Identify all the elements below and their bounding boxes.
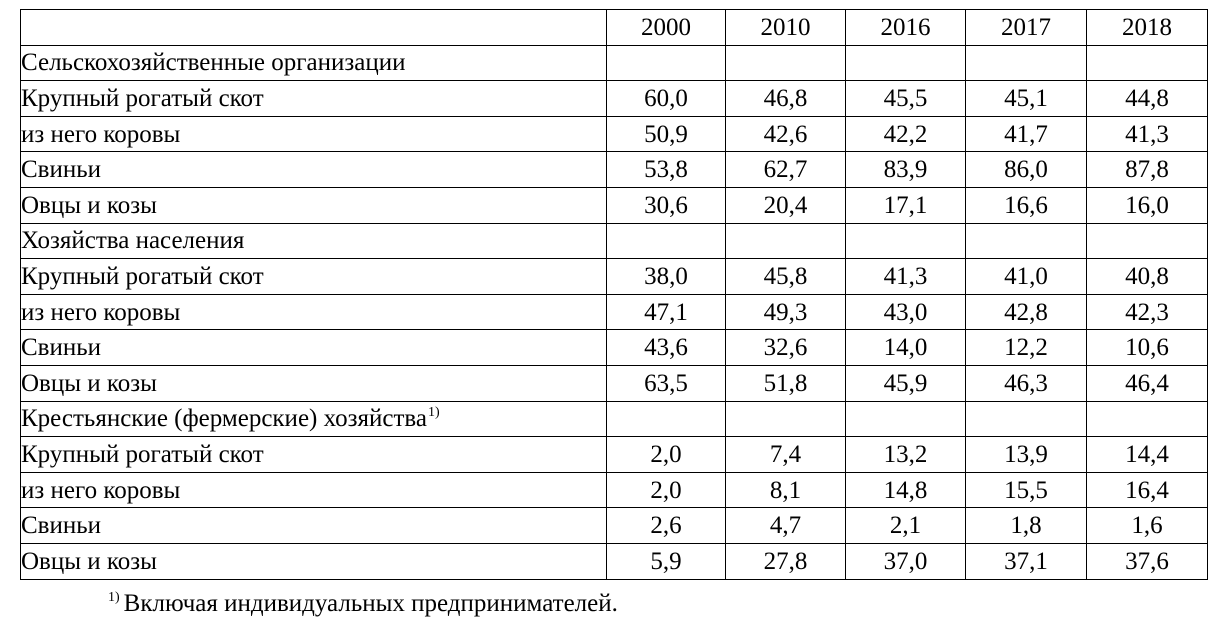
table-row (21, 81, 1208, 117)
value-cell: 14,4 (1087, 437, 1208, 473)
section-header-row (21, 223, 1208, 259)
empty-cell (846, 45, 966, 81)
empty-cell (1087, 401, 1208, 437)
row-label: из него коровы (21, 294, 607, 330)
value-cell: 4,7 (726, 508, 846, 544)
value-cell: 43,6 (607, 330, 726, 366)
table-body (21, 10, 1208, 580)
empty-cell (607, 401, 726, 437)
value-cell: 63,5 (607, 365, 726, 401)
value-cell: 60,0 (607, 81, 726, 117)
table-row (21, 330, 1208, 366)
value-cell: 20,4 (726, 187, 846, 223)
livestock-share-table (20, 9, 1208, 580)
row-label: Крупный рогатый скот (21, 81, 607, 117)
value-cell: 1,8 (966, 508, 1087, 544)
value-cell: 30,6 (607, 187, 726, 223)
value-cell: 40,8 (1087, 259, 1208, 295)
header-label-cell (21, 10, 607, 46)
value-cell: 47,1 (607, 294, 726, 330)
value-cell: 37,6 (1087, 543, 1208, 579)
value-cell: 45,1 (966, 81, 1087, 117)
value-cell: 8,1 (726, 472, 846, 508)
year-header: 2017 (966, 10, 1087, 46)
value-cell: 42,3 (1087, 294, 1208, 330)
value-cell: 16,6 (966, 187, 1087, 223)
row-label: Овцы и козы (21, 187, 607, 223)
value-cell: 46,4 (1087, 365, 1208, 401)
row-label: Свиньи (21, 330, 607, 366)
empty-cell (726, 45, 846, 81)
section-title: Хозяйства населения (21, 227, 245, 255)
section-title: Сельскохозяйственные организации (21, 49, 406, 77)
row-label: Овцы и козы (21, 543, 607, 579)
value-cell: 50,9 (607, 116, 726, 152)
value-cell: 1,6 (1087, 508, 1208, 544)
value-cell: 41,3 (846, 259, 966, 295)
value-cell: 10,6 (1087, 330, 1208, 366)
value-cell: 45,8 (726, 259, 846, 295)
footnote-text: Включая индивидуальных предпринимателей. (123, 590, 618, 617)
value-cell: 83,9 (846, 152, 966, 188)
section-header-row (21, 401, 1208, 437)
table-row (21, 543, 1208, 579)
value-cell: 38,0 (607, 259, 726, 295)
value-cell: 2,0 (607, 472, 726, 508)
footnote-reference: 1) (428, 405, 440, 421)
year-header: 2010 (726, 10, 846, 46)
value-cell: 44,8 (1087, 81, 1208, 117)
value-cell: 14,8 (846, 472, 966, 508)
section-title: Крестьянские (фермерские) хозяйства (21, 405, 428, 433)
value-cell: 2,6 (607, 508, 726, 544)
value-cell: 49,3 (726, 294, 846, 330)
value-cell: 12,2 (966, 330, 1087, 366)
value-cell: 16,4 (1087, 472, 1208, 508)
row-label: из него коровы (21, 472, 607, 508)
header-row (21, 10, 1208, 46)
value-cell: 42,8 (966, 294, 1087, 330)
table-row (21, 116, 1208, 152)
empty-cell (966, 401, 1087, 437)
value-cell: 87,8 (1087, 152, 1208, 188)
table-row (21, 187, 1208, 223)
section-title-cell (21, 45, 607, 81)
value-cell: 53,8 (607, 152, 726, 188)
value-cell: 13,2 (846, 437, 966, 473)
row-label: Крупный рогатый скот (21, 437, 607, 473)
empty-cell (726, 223, 846, 259)
footnote-marker: 1) (108, 590, 120, 605)
row-label: Свиньи (21, 508, 607, 544)
value-cell: 15,5 (966, 472, 1087, 508)
value-cell: 62,7 (726, 152, 846, 188)
value-cell: 37,0 (846, 543, 966, 579)
value-cell: 17,1 (846, 187, 966, 223)
value-cell: 16,0 (1087, 187, 1208, 223)
table-row (21, 259, 1208, 295)
value-cell: 2,1 (846, 508, 966, 544)
value-cell: 42,6 (726, 116, 846, 152)
value-cell: 2,0 (607, 437, 726, 473)
table-row (21, 437, 1208, 473)
empty-cell (966, 45, 1087, 81)
table-row (21, 472, 1208, 508)
value-cell: 13,9 (966, 437, 1087, 473)
value-cell: 42,2 (846, 116, 966, 152)
value-cell: 37,1 (966, 543, 1087, 579)
year-header: 2000 (607, 10, 726, 46)
year-header: 2016 (846, 10, 966, 46)
empty-cell (607, 223, 726, 259)
empty-cell (1087, 45, 1208, 81)
value-cell: 86,0 (966, 152, 1087, 188)
value-cell: 46,8 (726, 81, 846, 117)
empty-cell (966, 223, 1087, 259)
row-label: Крупный рогатый скот (21, 259, 607, 295)
year-header: 2018 (1087, 10, 1208, 46)
value-cell: 45,5 (846, 81, 966, 117)
value-cell: 27,8 (726, 543, 846, 579)
value-cell: 5,9 (607, 543, 726, 579)
row-label: из него коровы (21, 116, 607, 152)
table-row (21, 508, 1208, 544)
value-cell: 14,0 (846, 330, 966, 366)
empty-cell (846, 223, 966, 259)
row-label: Свиньи (21, 152, 607, 188)
section-header-row (21, 45, 1208, 81)
empty-cell (607, 45, 726, 81)
table-row (21, 294, 1208, 330)
value-cell: 7,4 (726, 437, 846, 473)
section-title-cell (21, 401, 607, 437)
empty-cell (1087, 223, 1208, 259)
empty-cell (846, 401, 966, 437)
value-cell: 45,9 (846, 365, 966, 401)
table-row (21, 365, 1208, 401)
row-label: Овцы и козы (21, 365, 607, 401)
value-cell: 32,6 (726, 330, 846, 366)
value-cell: 41,0 (966, 259, 1087, 295)
empty-cell (726, 401, 846, 437)
footnote (108, 590, 618, 618)
table-row (21, 152, 1208, 188)
value-cell: 51,8 (726, 365, 846, 401)
value-cell: 41,7 (966, 116, 1087, 152)
value-cell: 43,0 (846, 294, 966, 330)
value-cell: 46,3 (966, 365, 1087, 401)
value-cell: 41,3 (1087, 116, 1208, 152)
section-title-cell (21, 223, 607, 259)
